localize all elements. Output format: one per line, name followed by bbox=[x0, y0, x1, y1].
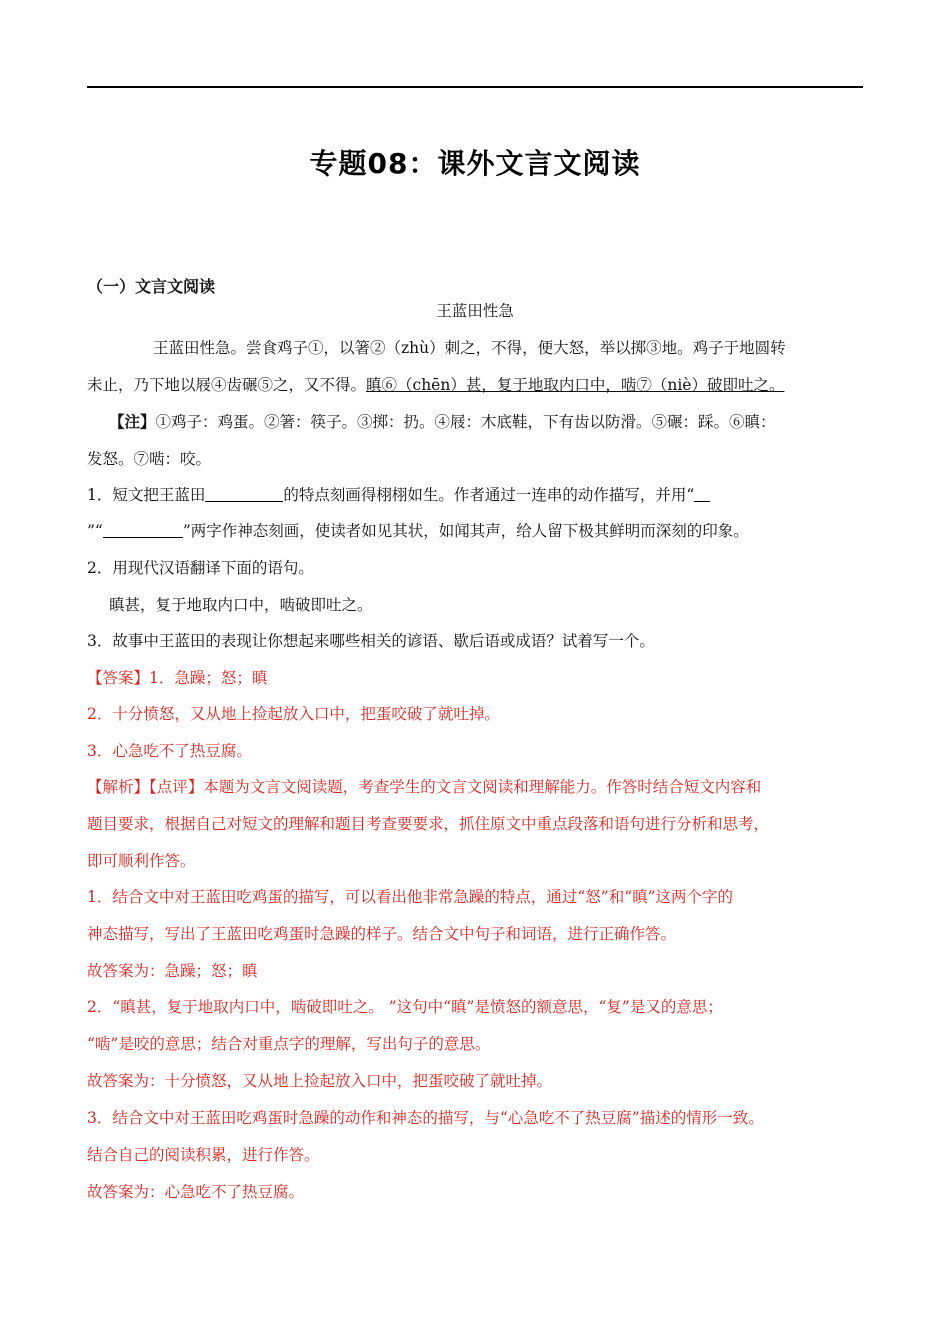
q1-text-d: ”两字作神态刻画，使读者如见其状，如闻其声，给人留下极其鲜明而深刻的印象。 bbox=[182, 522, 749, 540]
passage-title: 王蓝田性急 bbox=[436, 302, 514, 320]
passage-line-1: 王蓝田性急。尝食鸡子①，以箸②（zhù）刺之，不得，便大怒，举以掷③地。鸡子于地圆转 bbox=[153, 339, 786, 357]
page-title: 专题08：课外文言文阅读 bbox=[309, 147, 641, 180]
analysis-1-line-2: 神态描写，写出了王蓝田吃鸡蛋时急躁的样子。结合文中句子和词语，进行正确作答。 bbox=[87, 925, 677, 943]
analysis-intro-text: 本题为文言文阅读题，考查学生的文言文阅读和理解能力。作答时结合短文内容和 bbox=[203, 778, 762, 796]
header-rule bbox=[87, 86, 863, 88]
q1-text-a: 1．短文把王蓝田 bbox=[87, 486, 206, 504]
passage-line-2 bbox=[87, 374, 863, 396]
analysis-2-answer: 故答案为：十分愤怒，又从地上捡起放入口中，把蛋咬破了就吐掉。 bbox=[87, 1072, 553, 1090]
passage-plain-text: 未止，乃下地以屐④齿碾⑤之，又不得。 bbox=[87, 376, 367, 394]
question-2: 2．用现代汉语翻译下面的语句。 bbox=[87, 559, 314, 577]
q1-text-c: ”“ bbox=[87, 522, 103, 540]
q1-text-b: 的特点刻画得栩栩如生。作者通过一连串的动作描写，并用“ bbox=[283, 486, 695, 504]
question-1-line-1 bbox=[87, 484, 863, 506]
section-heading: （一）文言文阅读 bbox=[87, 277, 216, 296]
question-2-sentence: 瞋甚，复于地取内口中，啮破即吐之。 bbox=[109, 596, 373, 614]
note-label: 【注】 bbox=[109, 412, 156, 431]
answer-1: 1．急躁；怒；瞋 bbox=[149, 669, 268, 687]
note-text: ①鸡子：鸡蛋。②箸：筷子。③掷：扔。④屐：木底鞋，下有齿以防滑。⑤碾：踩。⑥瞋： bbox=[155, 413, 776, 431]
analysis-1-answer: 故答案为：急躁；怒；瞋 bbox=[87, 962, 258, 980]
analysis-3-line-2: 结合自己的阅读积累，进行作答。 bbox=[87, 1146, 320, 1164]
passage-underlined-text: 瞋⑥（chēn）甚，复于地取内口中，啮⑦（niè）破即吐之。 bbox=[366, 376, 785, 394]
note-line-2: 发怒。⑦啮：咬。 bbox=[87, 450, 212, 468]
answer-3: 3．心急吃不了热豆腐。 bbox=[87, 742, 252, 760]
analysis-intro-line-3: 即可顺利作答。 bbox=[87, 852, 196, 870]
analysis-intro-line-1 bbox=[87, 776, 863, 798]
q1-blank-1 bbox=[205, 485, 283, 502]
answer-line-1 bbox=[87, 667, 863, 689]
analysis-3-answer: 故答案为：心急吃不了热豆腐。 bbox=[87, 1183, 305, 1201]
analysis-label: 【解析】【点评】 bbox=[87, 778, 204, 796]
analysis-2-line-1: 2．“瞋甚，复于地取内口中，啮破即吐之。 ”这句中“瞋”是愤怒的额意思，“复”是又的意思； bbox=[87, 998, 723, 1016]
q1-blank-2 bbox=[694, 485, 710, 502]
analysis-1-line-1: 1．结合文中对王蓝田吃鸡蛋的描写，可以看出他非常急躁的特点，通过“怒”和“瞋”这两个字的 bbox=[87, 888, 734, 906]
q1-blank-3 bbox=[103, 521, 183, 538]
question-3: 3．故事中王蓝田的表现让你想起来哪些相关的谚语、歇后语或成语？试着写一个。 bbox=[87, 632, 655, 650]
analysis-intro-line-2: 题目要求，根据自己对短文的理解和题目考查要要求，抓住原文中重点段落和语句进行分析和思考， bbox=[87, 815, 770, 833]
answer-label: 【答案】 bbox=[87, 669, 150, 687]
question-1-line-2 bbox=[87, 520, 863, 542]
note-line-1 bbox=[87, 411, 863, 433]
analysis-2-line-2: “啮”是咬的意思；结合对重点字的理解，写出句子的意思。 bbox=[87, 1035, 491, 1053]
analysis-3-line-1: 3．结合文中对王蓝田吃鸡蛋时急躁的动作和神态的描写，与“心急吃不了热豆腐”描述的情形一致。 bbox=[87, 1109, 764, 1127]
answer-2: 2．十分愤怒，又从地上捡起放入口中，把蛋咬破了就吐掉。 bbox=[87, 705, 500, 723]
